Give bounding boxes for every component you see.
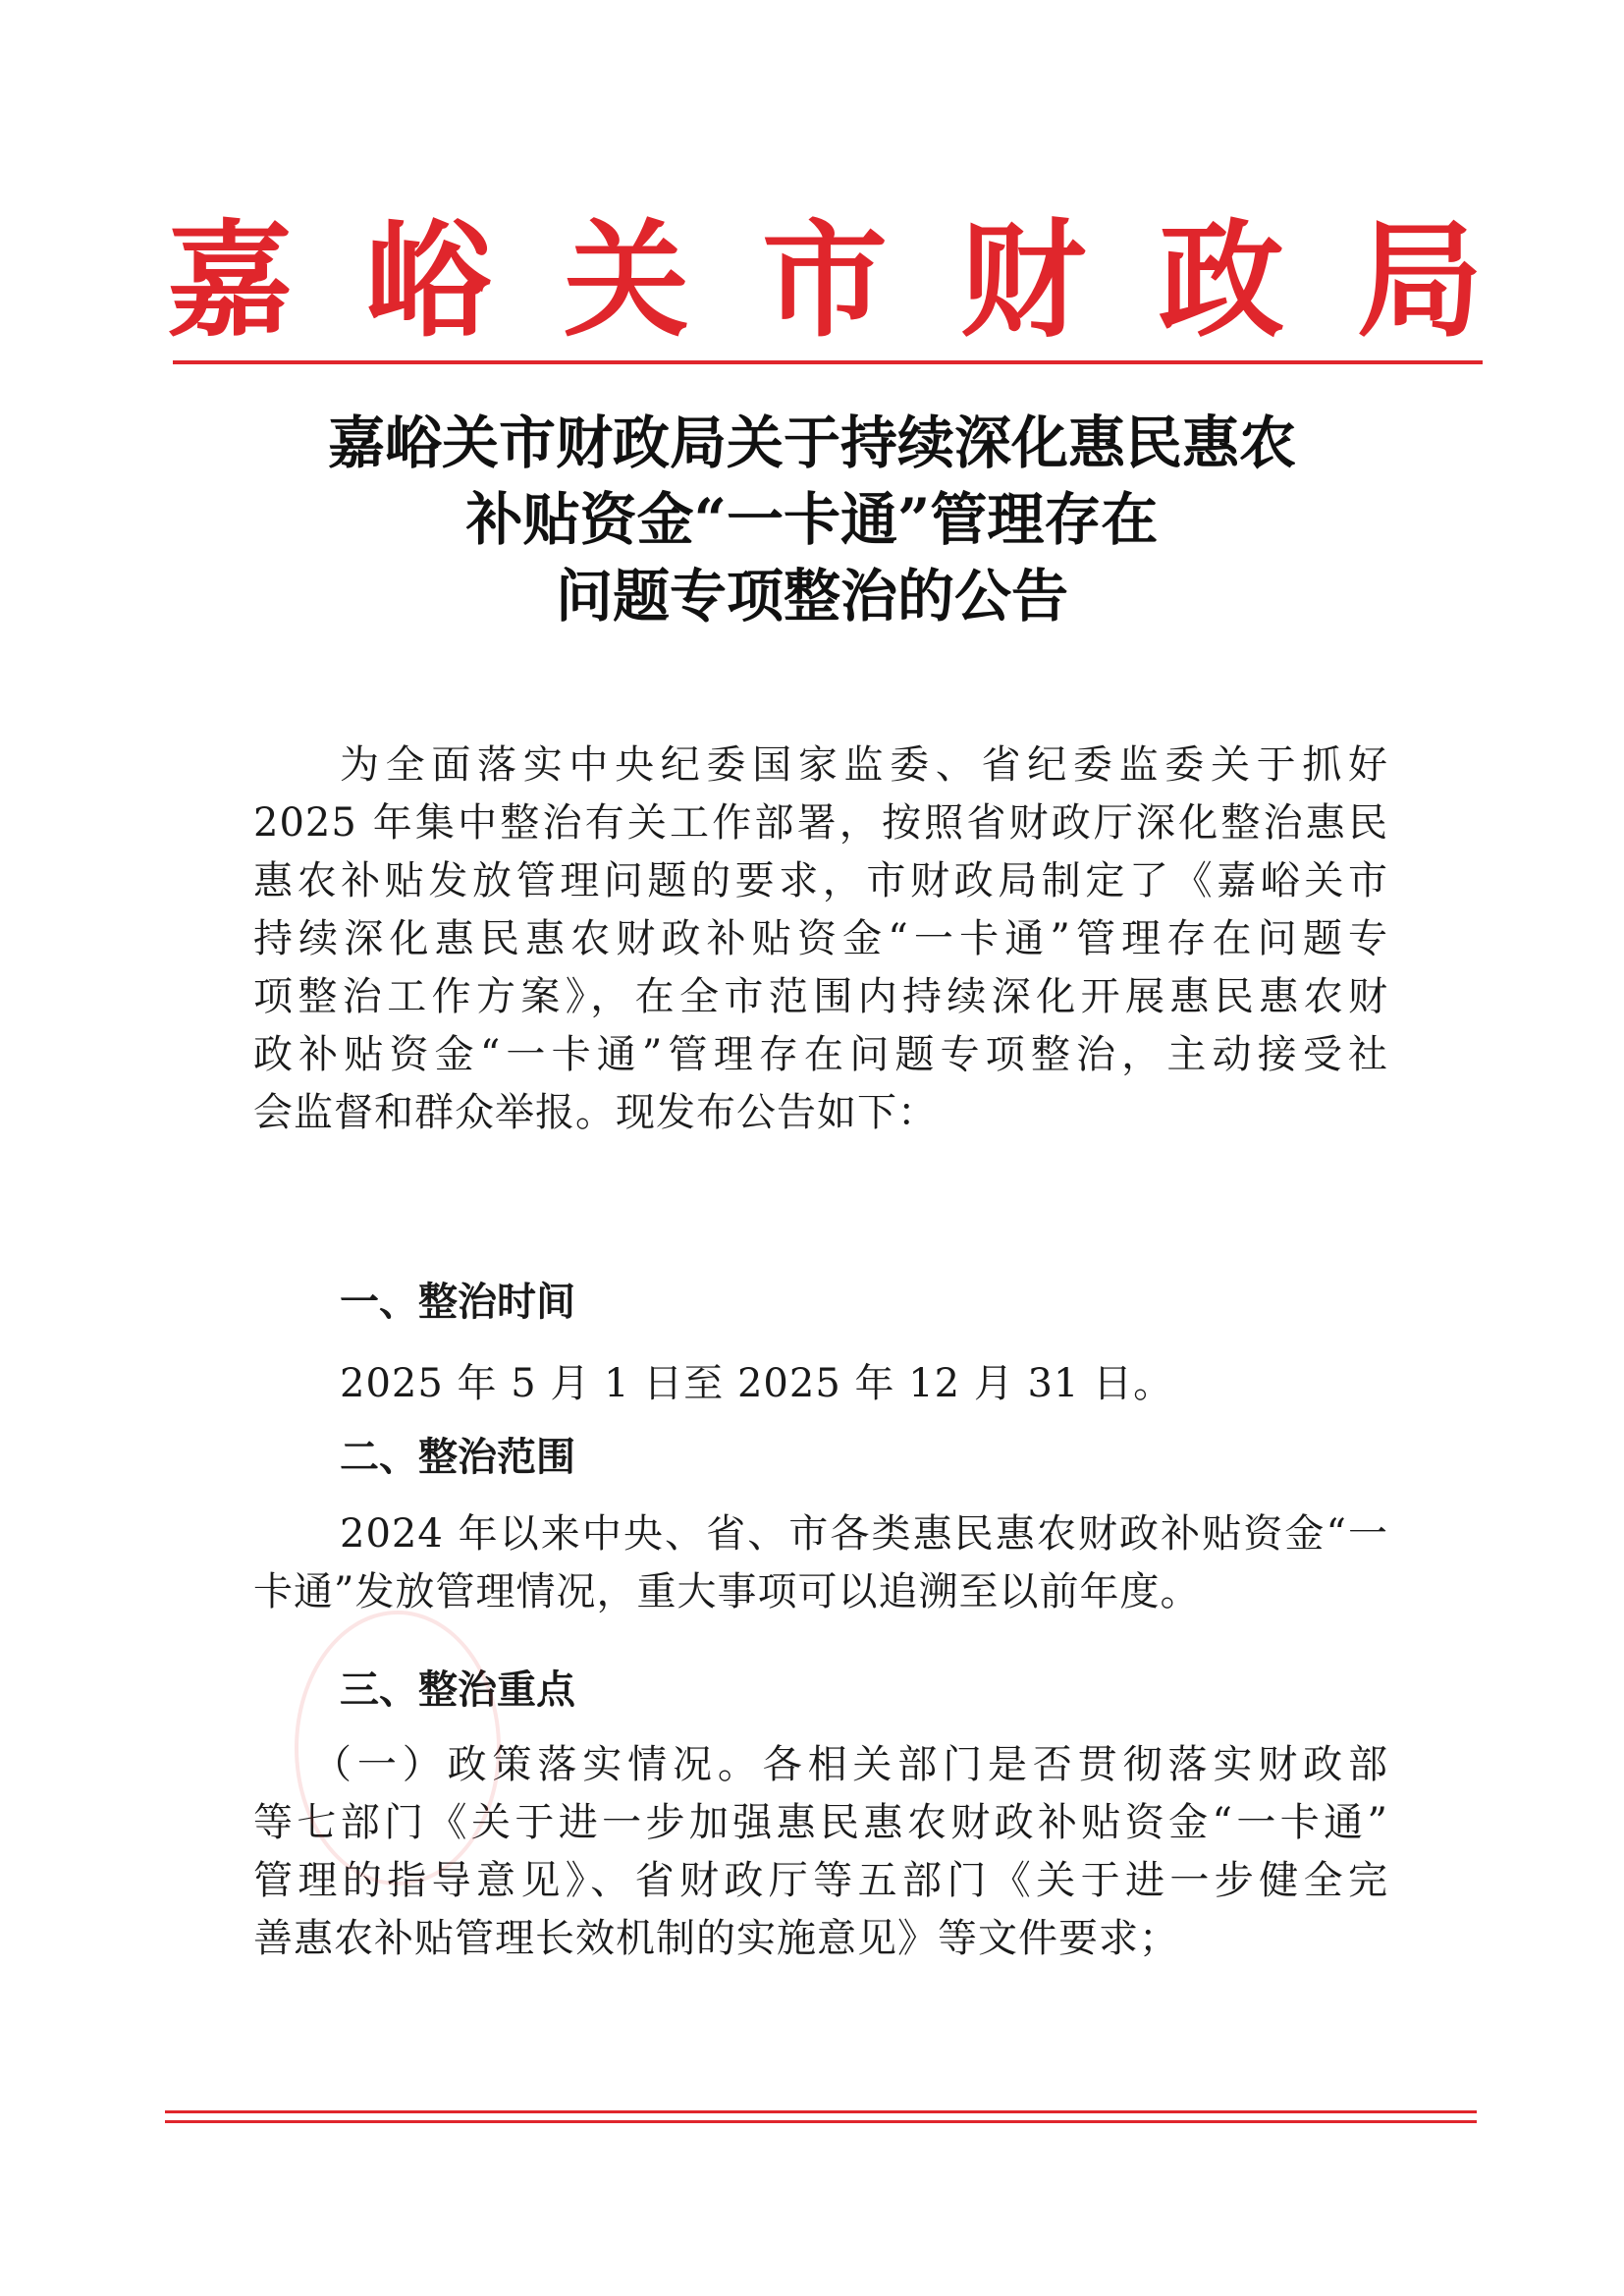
text-line: 善惠农补贴管理长效机制的实施意见》等文件要求； [253,1916,1179,1961]
text-line: 为全面落实中央纪委国家监委、省纪委监委关于抓好 [340,742,1388,788]
text-line: 卡通”发放管理情况，重大事项可以追溯至以前年度。 [253,1569,1201,1614]
text-line: （一）政策落实情况。各相关部门是否贯彻落实财政部 [312,1742,1388,1787]
masthead-title [167,208,1483,355]
text-line: 2025 年集中整治有关工作部署，按照省财政厅深化整治惠民 [253,800,1388,846]
title-line: 补贴资金“一卡通”管理存在 [465,486,1159,553]
masthead-char: 财 [959,208,1086,355]
section-heading-scope: 二、整治范围 [340,1435,575,1480]
text-line: 会监督和群众举报。现发布公告如下： [253,1090,938,1135]
masthead-char: 嘉 [167,208,294,355]
section-scope-body [253,1505,1388,1621]
title-line: 嘉峪关市财政局关于持续深化惠民惠农 [327,410,1296,476]
text-line: 2024 年以来中央、省、市各类惠民惠农财政补贴资金“一 [340,1511,1388,1557]
section-heading-time: 一、整治时间 [340,1280,575,1325]
footer-divider-top [165,2110,1477,2113]
section-heading-focus: 三、整治重点 [340,1667,575,1713]
section-focus-body [253,1736,1388,1968]
masthead-char: 政 [1158,208,1284,355]
intro-paragraph [253,737,1388,1142]
text-line: 2025 年 5 月 1 日至 2025 年 12 月 31 日。 [340,1361,1174,1406]
masthead-char: 峪 [364,208,491,355]
text-line: 持续深化惠民惠农财政补贴资金“一卡通”管理存在问题专 [253,916,1388,961]
title-line: 问题专项整治的公告 [555,563,1068,629]
masthead-divider [173,360,1483,364]
text-line: 项整治工作方案》，在全市范围内持续深化开展惠民惠农财 [253,974,1388,1019]
text-line: 政补贴资金“一卡通”管理存在问题专项整治，主动接受社 [253,1032,1388,1077]
text-line: 惠农补贴发放管理问题的要求，市财政局制定了《嘉峪关市 [253,858,1388,903]
masthead-char: 关 [563,208,689,355]
footer-divider-bottom [165,2120,1477,2123]
masthead-char: 局 [1356,208,1483,355]
text-line: 管理的指导意见》、省财政厅等五部门《关于进一步健全完 [253,1858,1388,1903]
section-time-body [253,1355,1388,1413]
document-title [196,405,1428,634]
masthead-char: 市 [761,208,888,355]
text-line: 等七部门《关于进一步加强惠民惠农财政补贴资金“一卡通” [253,1800,1388,1845]
